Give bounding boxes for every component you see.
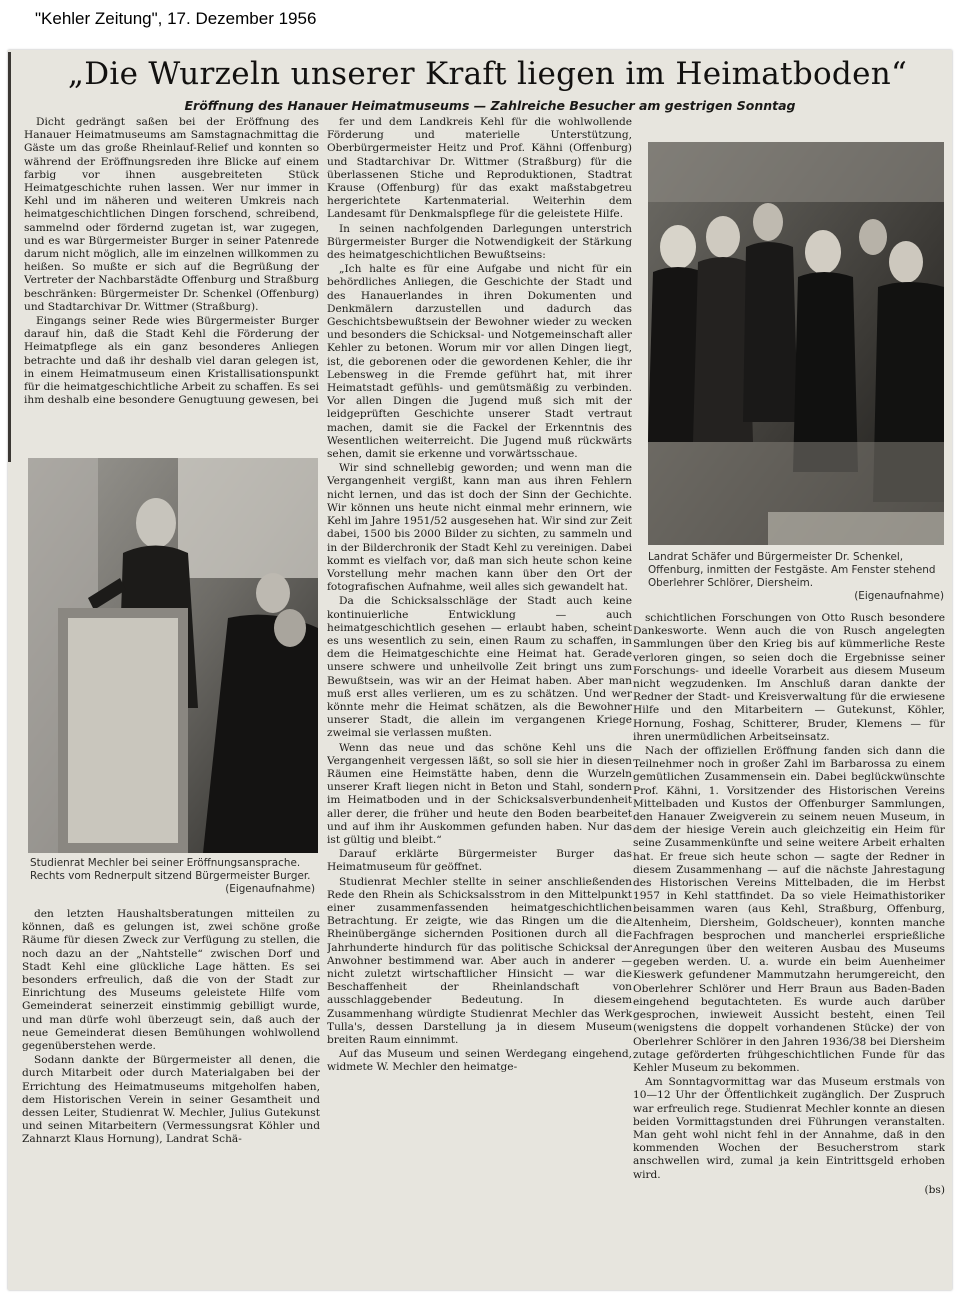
author-signature: (bs)	[924, 1183, 945, 1196]
paragraph: Studienrat Mechler stellte in seiner anschließenden Rede den Rhein als Schicksalsstrom in den Mittelpunkt einer zusammenfassenden heimatgeschichtlichen Betrachtung. Er zeigte, wie das Ringen um die die Rheinübergänge sichernden Positionen durch all die Jahrhunderte hindurch für das politische Schicksal der Anwohner bestimmend war. Aber auch in anderer — nicht zuletzt wirtschaftlicher Hinsicht — war die Beschaffenheit der Rheinlandschaft von ausschlaggebender Bedeutung. In diesem Zusammenhang würdigte Studienrat Mechler das Werk Tulla's, dessen Darstellung ja in diesem Museum breiten Raum einnimmt.	[327, 875, 632, 1047]
photo2-caption	[648, 551, 944, 603]
paragraph: Dicht gedrängt saßen bei der Eröffnung des Hanauer Heimatmuseums am Samstagnachmittag die Gäste um das große Rheinlauf-Relief und konnten so während der Eröffnungsreden ihre Blicke auf einem farbig vor ihnen ausgebreiteten Stück Heimatgeschichte ruhen lassen. Wer nur immer in Kehl und im näheren und weiteren Umkreis nach heimatgeschichtlichen Dingen forschend, schreibend, sammelnd oder fördernd zugetan ist, war zugegen, und es war Bürgermeister Burger in seiner Patenrede darum nicht möglich, alle im einzelnen willkommen zu heißen. So mußte er sich auf die Begrüßung der Vertreter der Nachbarstädte Offenburg und Straßburg beschränken: Bürgermeister Dr. Schenkel (Offenburg) und Stadtarchivar Dr. Wittmer (Straßburg).	[24, 116, 319, 313]
column-1-bottom	[22, 908, 320, 1278]
paragraph: In seinen nachfolgenden Darlegungen unterstrich Bürgermeister Burger die Notwendigkeit der Stärkung des heimatgeschichtlichen Bewußtseins:	[327, 222, 632, 262]
paragraph: Da die Schicksalsschläge der Stadt auch keine kontinuierliche Entwicklung — auch heimatgeschichtlich gesehen — erlaubt haben, scheint es uns wesentlich zu sein, einen Raum zu schaffen, in dem die Heimatgeschichte eine Heimat hat. Gerade unsere schwere und unheilvolle Zeit bringt uns zum Bewußtsein, was wir an der Heimat haben. Aber man muß erst alles verlieren, um es zu schätzen. Und wer könnte mehr die Heimat schätzen, als die Bewohner unserer Stadt, die allein im vergangenen Kriege zweimal sie verlassen mußten.	[327, 595, 632, 740]
paragraph: Wir sind schnellebig geworden; und wenn man die Vergangenheit vergißt, kann man aus ihren Fehlern nicht lernen, und das ist doch der Sinn der Gechichte. Wir können uns heute nicht einmal mehr erinnern, wie Kehl im Jahre 1951/52 ausgesehen hat. Wir sind zur Zeit dabei, 1500 bis 2000 Bilder zu sichten, zu sammeln und in der Bilderchronik der Stadt Kehl zu vereinigen. Dabei kommt es vielfach vor, daß man sich heute schon keine Vorstellung mehr machen kann über den Ort der fotografischen Aufnahme, weil alles sich gewandelt hat.	[327, 462, 632, 594]
column-2	[327, 116, 632, 1276]
paragraph: „Ich halte es für eine Aufgabe und nicht für ein behördliches Anliegen, die Geschichte der Stadt und des Hanauerlandes in ihren Dokumenten und Denkmälern darzustellen und dadurch das Geschichtsbewußtsein der Bewohner wieder zu wecken und besonders die Schicksal- und Notgemeinschaft aller Kehler zu betonen. Worum mir vor allen Dingen liegt, ist, die geborenen oder die gewordenen Kehler, die ihr Lebensweg in die Fremde geführt hat, mit ihrer Heimatstadt gefühls- und gemütsmäßig zu verbinden. Vor allen Dingen die Jugend muß sich mit der leidgeprüften Geschichte unserer Stadt vertraut machen, damit sie die Fackel der Erkenntnis des Wesentlichen weiterreicht. Die Jugend muß rückwärts sehen, damit sie erkenne und vorwärtsschaue.	[327, 263, 632, 461]
photo2-credit: (Eigenaufnahme)	[854, 590, 944, 602]
paragraph: fer und dem Landkreis Kehl für die wohlwollende Förderung und materielle Unterstützung, Oberbürgermeister Heitz und Prof. Kähni (Offenburg) und Stadtarchivar Dr. Wittmer (Straßburg) für die überlassenen Stiche und Reproduktionen, Stadtrat Krause (Offenburg) für das exakt maßstabgetreu hergerichtete Kartenmaterial. Weiterhin dem Landesamt für Denkmalspflege für die geleistete Hilfe.	[327, 116, 632, 221]
photo1-credit: (Eigenaufnahme)	[225, 883, 315, 895]
photo-audience	[648, 142, 944, 545]
column-3	[633, 612, 945, 1280]
photo1-caption	[30, 857, 315, 896]
paragraph: Darauf erklärte Bürgermeister Burger das Heimatmuseum für geöffnet.	[327, 848, 632, 874]
paragraph: Wenn das neue und das schöne Kehl uns die Vergangenheit vergessen läßt, so soll sie hier in diesen Räumen eine Heimstätte haben, denn die Wurzeln unserer Kraft liegen nicht in Beton und Stahl, sondern im Heimatboden und in der Schicksalsverbundenheit aller derer, die früher und heute den Boden bearbeitet und auf ihm ihr Auskommen gefunden haben. Nur das ist gültig und bleibt.“	[327, 741, 632, 846]
paragraph: den letzten Haushaltsberatungen mitteilen zu können, daß es gelungen ist, zwei schöne große Räume für diesen Zweck zur Verfügung zu stellen, die noch dazu an der „Nahtstelle“ zwischen Dorf und Stadt Kehl eine glückliche Lage hätten. Es sei besonders erfreulich, daß die von der Stadt zur Einrichtung des Museums geleistete Hilfe vom Gemeinderat seinerzeit einstimmig gebilligt wurde, und man dürfe wohl überzeugt sein, daß auch der neue Gemeinderat diesen Bemühungen wohlwollend gegenüberstehen werde.	[22, 908, 320, 1053]
column-1-top	[24, 116, 319, 452]
article-subheadline: Eröffnung des Hanauer Heimatmuseums — Zahlreiche Besucher am gestrigen Sonntag	[184, 98, 796, 113]
clipping-edge	[8, 52, 11, 462]
article-headline: „Die Wurzeln unserer Kraft liegen im Heimatboden“	[67, 56, 908, 92]
photo2-caption-text: Landrat Schäfer und Bürgermeister Dr. Schenkel, Offenburg, inmitten der Festgäste. Am Fenster stehend Oberlehrer Schlörer, Diersheim.	[648, 551, 936, 589]
photo1-caption-text: Studienrat Mechler bei seiner Eröffnungsansprache. Rechts vom Rednerpult sitzend Bürgermeister Burger.	[30, 857, 311, 882]
paragraph: Am Sonntagvormittag war das Museum erstmals von 10—12 Uhr der Öffentlichkeit zugänglich. Der Zuspruch war erfreulich rege. Studienrat Mechler konnte an diesen beiden Vormittagstunden drei Führungen veranstalten. Man geht wohl nicht fehl in der Annahme, daß in den kommenden Wochen der Besucherstrom stark anschwellen wird, zumal ja kein Eintrittsgeld erhoben wird.	[633, 1076, 945, 1181]
paragraph: Auf das Museum und seinen Werdegang eingehend, widmete W. Mechler den heimatge-	[327, 1048, 632, 1074]
photo-audience-image	[648, 142, 944, 545]
source-caption: "Kehler Zeitung", 17. Dezember 1956	[35, 9, 317, 28]
photo-speaker-image	[28, 458, 318, 853]
paragraph: schichtlichen Forschungen von Otto Rusch besondere Dankesworte. Wenn auch die von Rusch angelegten Sammlungen über den Krieg bis auf kümmerliche Reste verloren gingen, so seien doch die Ergebnisse seiner Forschungs- und ideelle Vorarbeit aus diesem Museum nicht wegzudenken. Im Anschluß daran dankte der Redner der Stadt- und Kreisverwaltung für die erwiesene Hilfe und den Mitarbeitern — Gutekunst, Köhler, Hornung, Foshag, Schitterer, Bruder, Klemens — für ihren unermüdlichen Arbeitseinsatz.	[633, 612, 945, 743]
paragraph: Eingangs seiner Rede wies Bürgermeister Burger darauf hin, daß die Stadt Kehl die Förderung der Heimatpflege als ein ganz besonderes Anliegen betrachte und daß ihr deshalb viel daran gelegen ist, in einem Heimatmuseum einen Kristallisationspunkt für die heimatgeschichtliche Arbeit zu schaffen. Es sei ihm deshalb eine besondere Genugtuung gewesen, bei	[24, 315, 319, 407]
photo-speaker-at-lectern	[28, 458, 318, 853]
paragraph: Nach der offiziellen Eröffnung fanden sich dann die Teilnehmer noch in großer Zahl im Barbarossa zu einem gemütlichen Zusammensein ein. Dabei beglückwünschte Prof. Kähni, 1. Vorsitzender des Historischen Vereins Mittelbaden und Kustos der Offenburger Sammlungen, den Hanauer Zweigverein zu seinem neuen Museum, in dem der hiesige Verein auch gleichzeitig ein Heim für seine Zusammenkünfte und seine weitere Arbeit erhalten hat. Er freue sich heute schon — sagte der Redner in diesem Zusammenhang — auf die nächste Jahrestagung des Historischen Vereins Mittelbaden, die im Herbst 1957 in Kehl stattfindet. Da so viele Heimathistoriker beisammen waren (aus Kehl, Straßburg, Offenburg, Altenheim, Diersheim, Goldscheuer), konnten manche Fachfragen besprochen und mancherlei ersprießliche Anregungen über den weiteren Ausbau des Museums gegeben werden. U. a. wurde ein beim Auenheimer Kieswerk gefundener Mammutzahn herumgereicht, den Oberlehrer Schlörer und Herr Braun aus Baden-Baden eingehend begutachteten. Es wurde auch darüber gesprochen, inwieweit Aussicht besteht, einen Teil (wenigstens die doppelt vorhandenen Stücke) der von Oberlehrer Schlörer in den Jahren 1936/38 bei Diersheim zutage geförderten frühgeschichtlichen Funde für das Kehler Museum zu bekommen.	[633, 745, 945, 1074]
paragraph: Sodann dankte der Bürgermeister all denen, die durch Mitarbeit oder durch Materialgaben bei der Errichtung des Heimatmuseums mitgeholfen haben, dem Historischen Verein in seiner Gesamtheit und dessen Leiter, Studienrat W. Mechler, Julius Gutekunst und seinen Mitarbeitern (Vermessungsrat Köhler und Zahnarzt Klaus Hornung), Landrat Schä-	[22, 1054, 320, 1146]
